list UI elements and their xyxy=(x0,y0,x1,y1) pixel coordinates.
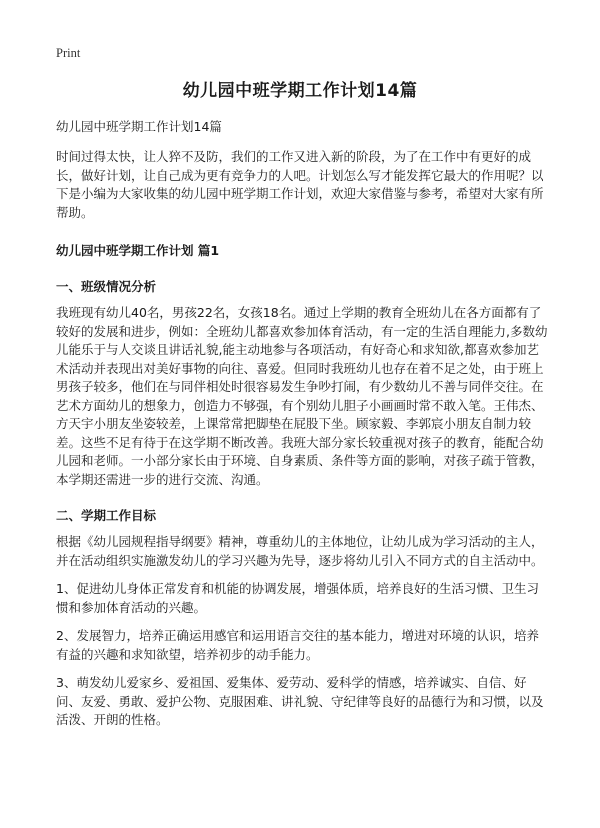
intro-paragraph: 时间过得太快，让人猝不及防，我们的工作又进入新的阶段，为了在工作中有更好的成长，做好计划，让自己成为更有竞争力的人吧。计划怎么写才能发挥它最大的作用呢？以下是小编为大家收集的幼儿园中班学期工作计划，欢迎大家借鉴与参考，希望对大家有所帮助。 xyxy=(56,149,544,220)
print-link[interactable]: Print xyxy=(56,46,81,60)
goal-item: 3、萌发幼儿爱家乡、爱祖国、爱集体、爱劳动、爱科学的情感，培养诚实、自信、好问、友爱、勇敢、爱护公物、克服困难、讲礼貌、守纪律等良好的品德行为和习惯，以及活泼、开朗的性格。 xyxy=(56,675,544,727)
goal-item: 1、促进幼儿身体正常发育和机能的协调发展，增强体质，培养良好的生活习惯、卫生习惯和参加体育活动的兴趣。 xyxy=(56,581,539,615)
goal-item: 2、发展智力，培养正确运用感官和运用语言交往的基本能力，增进对环境的认识，培养有益的兴趣和求知欲望，培养初步的动手能力。 xyxy=(56,628,539,662)
plan-heading: 幼儿园中班学期工作计划 篇1 xyxy=(56,243,220,258)
document-title: 幼儿园中班学期工作计划14篇 xyxy=(182,81,418,101)
document-body xyxy=(56,118,549,740)
section1-heading: 一、班级情况分析 xyxy=(56,279,157,294)
section2-heading: 二、学期工作目标 xyxy=(56,508,157,523)
section2-paragraph: 根据《幼儿园规程指导纲要》精神，尊重幼儿的主体地位，让幼儿成为学习活动的主人，并在活动组织实施激发幼儿的学习兴趣为先导，逐步将幼儿引入不同方式的自主活动中。 xyxy=(56,534,544,568)
section1-paragraph: 我班现有幼儿40名，男孩22名，女孩18名。通过上学期的教育全班幼儿在各方面都有了较好的发展和进步，例如：全班幼儿都喜欢参加体育活动，有一定的生活自理能力,多数幼儿能乐于与人交谈且讲话礼貌,能主动地参与各项活动，有好奇心和求知欲,都喜欢参加艺术活动并表现出对美好事物的向往、喜爱。但同时我班幼儿也存在着不足之处，由于班上男孩子较多，他们在与同伴相处时很容易发生争吵打闹，有少数幼儿不善与同伴交往。在艺术方面幼儿的想象力，创造力不够强，有个别幼儿胆子小画画时常不敢入笔。王伟杰、方天宇小朋友坐姿较差，上课常常把脚垫在屁股下坐。顾家毅、李郭宸小朋友自制力较差。这些不足有待于在这学期不断改善。我班大部分家长较重视对孩子的教育，能配合幼儿园和老师。一小部分家长由于环境、自身素质、条件等方面的影响，对孩子疏于管教，本学期还需进一步的进行交流、沟通。 xyxy=(56,305,548,487)
document-subtitle: 幼儿园中班学期工作计划14篇 xyxy=(56,119,222,134)
